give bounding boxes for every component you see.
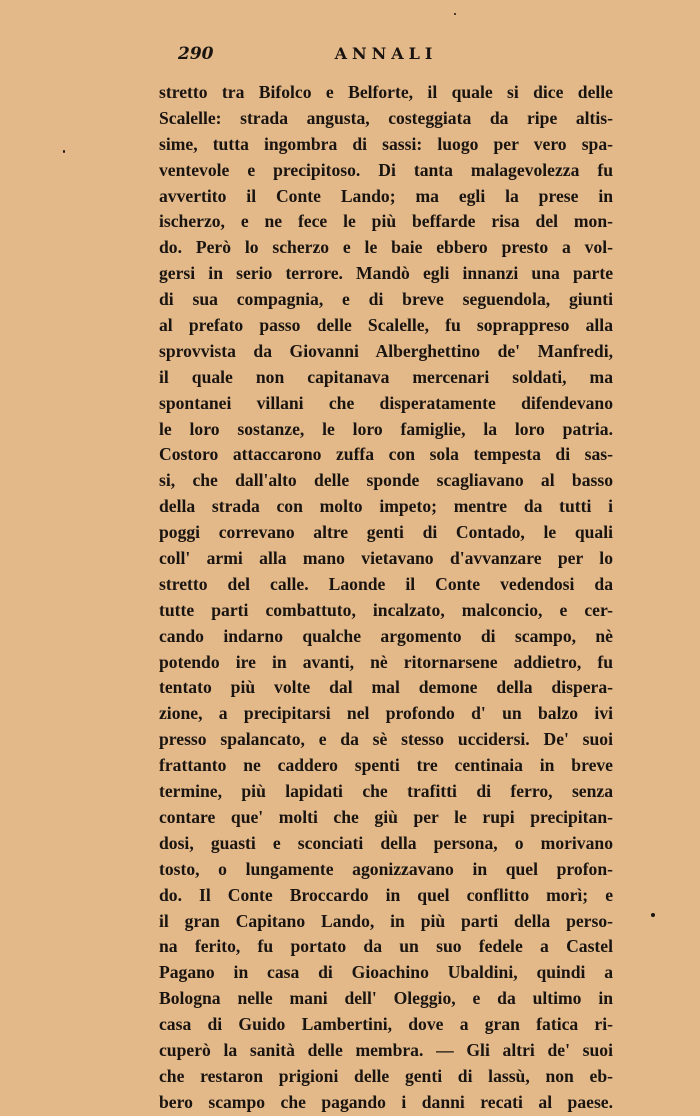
text-line: termine, più lapidati che trafitti di ferro, senza xyxy=(159,781,613,802)
text-line: do. Il Conte Broccardo in quel conflitto morì; e xyxy=(159,884,613,905)
text-line: si, che dall'alto delle sponde scagliavano al basso xyxy=(159,470,613,491)
text-line: le loro sostanze, le loro famiglie, la loro patria. xyxy=(159,418,613,439)
text-line: stretto tra Bifolco e Belforte, il quale si dice delle xyxy=(159,82,613,102)
text-line: na ferito, fu portato da un suo fedele a Castel xyxy=(159,936,613,957)
ink-speck xyxy=(651,913,655,917)
text-line: spontanei villani che disperatamente difendevano xyxy=(159,392,613,413)
text-line: dosi, guasti e sconciati della persona, o morivano xyxy=(159,832,613,853)
page-header xyxy=(160,44,612,68)
text-line: bero scampo che pagando i danni recati al paese. xyxy=(159,1091,613,1112)
body-text xyxy=(159,80,613,1116)
text-line: tentato più volte dal mal demone della dispera- xyxy=(159,677,613,698)
text-line: il quale non capitanava mercenari soldati, ma xyxy=(159,366,613,387)
text-line: cuperò la sanità delle membra. — Gli altri de' suoi xyxy=(159,1039,613,1060)
text-line: avvertito il Conte Lando; ma egli la prese in xyxy=(159,185,613,206)
ink-speck xyxy=(454,13,456,15)
text-line: gersi in serio terrore. Mandò egli innanzi una parte xyxy=(159,263,613,284)
text-line: Costoro attaccarono zuffa con sola tempesta di sas- xyxy=(159,444,613,465)
text-line: Bologna nelle mani dell' Oleggio, e da ultimo in xyxy=(159,988,613,1009)
running-title: ANNALI xyxy=(334,44,438,63)
text-line: sime, tutta ingombra di sassi: luogo per vero spa- xyxy=(159,133,613,154)
text-line: il gran Capitano Lando, in più parti della perso- xyxy=(159,910,613,931)
text-line: sprovvista da Giovanni Alberghettino de' Manfredi, xyxy=(159,340,613,361)
text-line: che restaron prigioni delle genti di lassù, non eb- xyxy=(159,1065,613,1086)
text-line: tosto, o lungamente agonizzavano in quel profon- xyxy=(159,858,613,879)
text-line: potendo ire in avanti, nè ritornarsene addietro, fu xyxy=(159,651,613,672)
text-line: Pagano in casa di Gioachino Ubaldini, quindi a xyxy=(159,962,613,983)
text-line: casa di Guido Lambertini, dove a gran fatica ri- xyxy=(159,1014,613,1035)
page-number: 290 xyxy=(178,44,214,64)
text-line: al prefato passo delle Scalelle, fu soprappreso alla xyxy=(159,315,613,336)
text-line: coll' armi alla mano vietavano d'avvanzare per lo xyxy=(159,548,613,569)
text-line: poggi correvano altre genti di Contado, le quali xyxy=(159,522,613,543)
text-line: presso spalancato, e da sè stesso uccidersi. De' suoi xyxy=(159,729,613,750)
text-line: tutte parti combattuto, incalzato, malconcio, e cer- xyxy=(159,599,613,620)
text-line: Scalelle: strada angusta, costeggiata da ripe altis- xyxy=(159,107,613,128)
text-line: frattanto ne caddero spenti tre centinaia in breve xyxy=(159,755,613,776)
text-line: ventevole e precipitoso. Di tanta malagevolezza fu xyxy=(159,159,613,180)
text-line: ischerzo, e ne fece le più beffarde risa del mon- xyxy=(159,211,613,232)
text-line: contare que' molti che giù per le rupi precipitan- xyxy=(159,806,613,827)
text-line: stretto del calle. Laonde il Conte vedendosi da xyxy=(159,573,613,594)
text-line: do. Però lo scherzo e le baie ebbero presto a vol- xyxy=(159,237,613,258)
text-line: cando indarno qualche argomento di scampo, nè xyxy=(159,625,613,646)
text-line: di sua compagnia, e di breve seguendola, giunti xyxy=(159,289,613,310)
ink-speck xyxy=(63,150,65,153)
text-line: zione, a precipitarsi nel profondo d' un balzo ivi xyxy=(159,703,613,724)
text-line: della strada con molto impeto; mentre da tutti i xyxy=(159,496,613,517)
